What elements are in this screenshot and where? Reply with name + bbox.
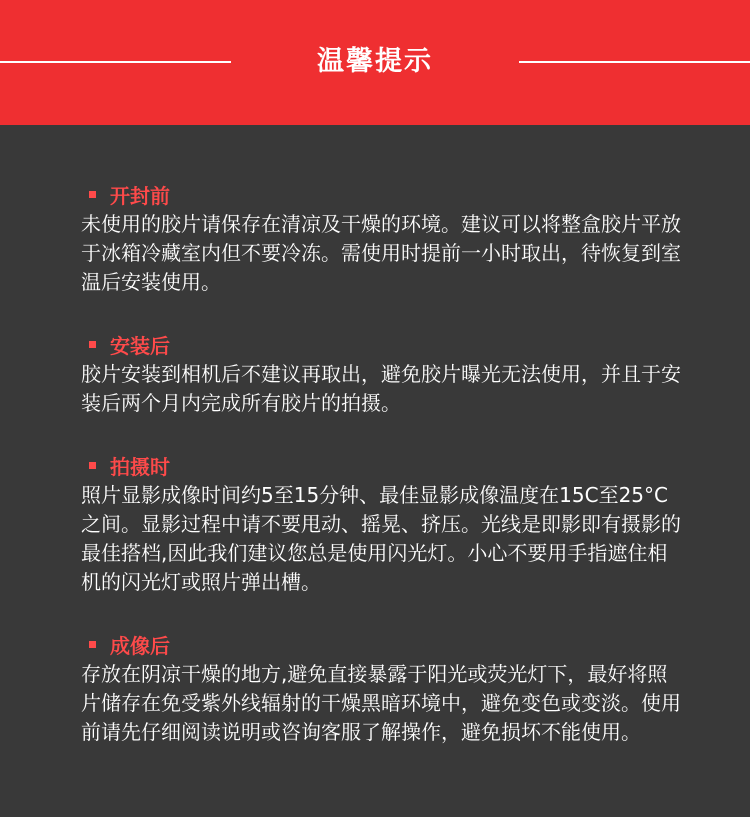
section-heading (81, 449, 681, 481)
section-before-opening (81, 178, 681, 297)
square-bullet-icon (89, 191, 96, 198)
section-text: 胶片安装到相机后不建议再取出，避免胶片曝光无法使用，并且于安装后两个月内完成所有胶片的拍摄。 (81, 362, 681, 415)
square-bullet-icon (89, 462, 96, 469)
header-banner (0, 0, 750, 125)
section-after-loading (81, 328, 681, 418)
section-text: 未使用的胶片请保存在清凉及干燥的环境。建议可以将整盒胶片平放于冰箱冷藏室内但不要冷冻。需使用时提前一小时取出，待恢复到室温后安装使用。 (81, 212, 681, 294)
header-divider-left (0, 61, 231, 63)
section-heading-label: 开封前 (110, 183, 170, 208)
square-bullet-icon (89, 641, 96, 648)
section-after-developing (81, 628, 681, 747)
section-heading-label: 拍摄时 (110, 454, 170, 479)
square-bullet-icon (89, 341, 96, 348)
section-heading (81, 328, 681, 360)
section-heading-label: 安装后 (110, 333, 170, 358)
header-divider-right (519, 61, 750, 63)
section-heading (81, 628, 681, 660)
page-title: 温馨提示 (317, 46, 433, 77)
section-text: 存放在阴凉干燥的地方,避免直接暴露于阳光或荧光灯下，最好将照片储存在免受紫外线辐射的干燥黑暗环境中，避免变色或变淡。使用前请先仔细阅读说明或咨询客服了解操作，避免损坏不能使用。 (81, 662, 681, 744)
section-text: 照片显影成像时间约5至15分钟、最佳显影成像温度在15C至25°C之间。显影过程中请不要甩动、摇晃、挤压。光线是即影即有摄影的最佳搭档,因此我们建议您总是使用闪光灯。小心不要用手指遮住相机的闪光灯或照片弹出槽。 (81, 483, 681, 594)
tips-content (81, 178, 681, 778)
section-heading-label: 成像后 (110, 633, 170, 658)
section-when-shooting (81, 449, 681, 597)
section-heading (81, 178, 681, 210)
